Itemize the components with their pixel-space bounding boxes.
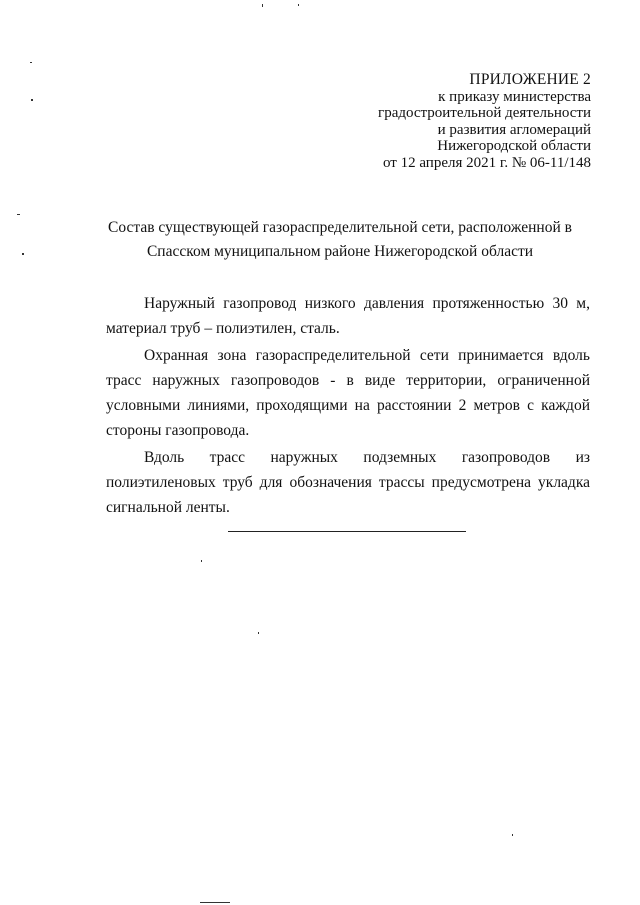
paragraph-protection-zone: Охранная зона газораспределительной сети принимается вдоль трасс наружных газопроводов - в виде территории, ограниченной условными линиями, проходящими на расстоянии 2 метров с каждой стороны газопровода. [106,347,590,439]
paragraph-signal-tape: Вдоль трасс наружных подземных газопроводов из полиэтиленовых труб для обозначения трассы предусмотрена укладка сигнальной ленты. [106,449,590,516]
scan-speck [258,632,259,634]
title-line-1: Состав существующей газораспределительной сети, расположенной в [108,219,572,236]
title-line-2: Спасском муниципальном районе Нижегородской области [146,243,534,260]
paragraph-pipeline: Наружный газопровод низкого давления протяженностью 30 м, материал труб – полиэтилен, сталь. [106,295,590,337]
scan-speck [17,214,20,215]
scan-speck [200,902,230,903]
scan-speck [201,560,202,562]
appendix-header [331,72,591,171]
scan-speck [512,834,513,836]
document-body [106,291,590,520]
order-reference-line: к приказу министерства [438,88,591,105]
appendix-number: ПРИЛОЖЕНИЕ 2 [469,71,591,88]
order-date-number: от 12 апреля 2021 г. № 06-11/148 [382,154,591,171]
closing-divider-line [228,531,466,532]
scan-speck [22,253,24,255]
document-title [80,216,600,264]
scan-speck [31,99,33,101]
ministry-name-line: градостроительной деятельности [378,105,591,121]
scan-speck [30,62,32,63]
region-name-line: Нижегородской области [437,138,591,154]
scan-speck [298,4,299,6]
ministry-name-line-2: и развития агломераций [437,121,591,138]
scan-speck [262,4,263,7]
